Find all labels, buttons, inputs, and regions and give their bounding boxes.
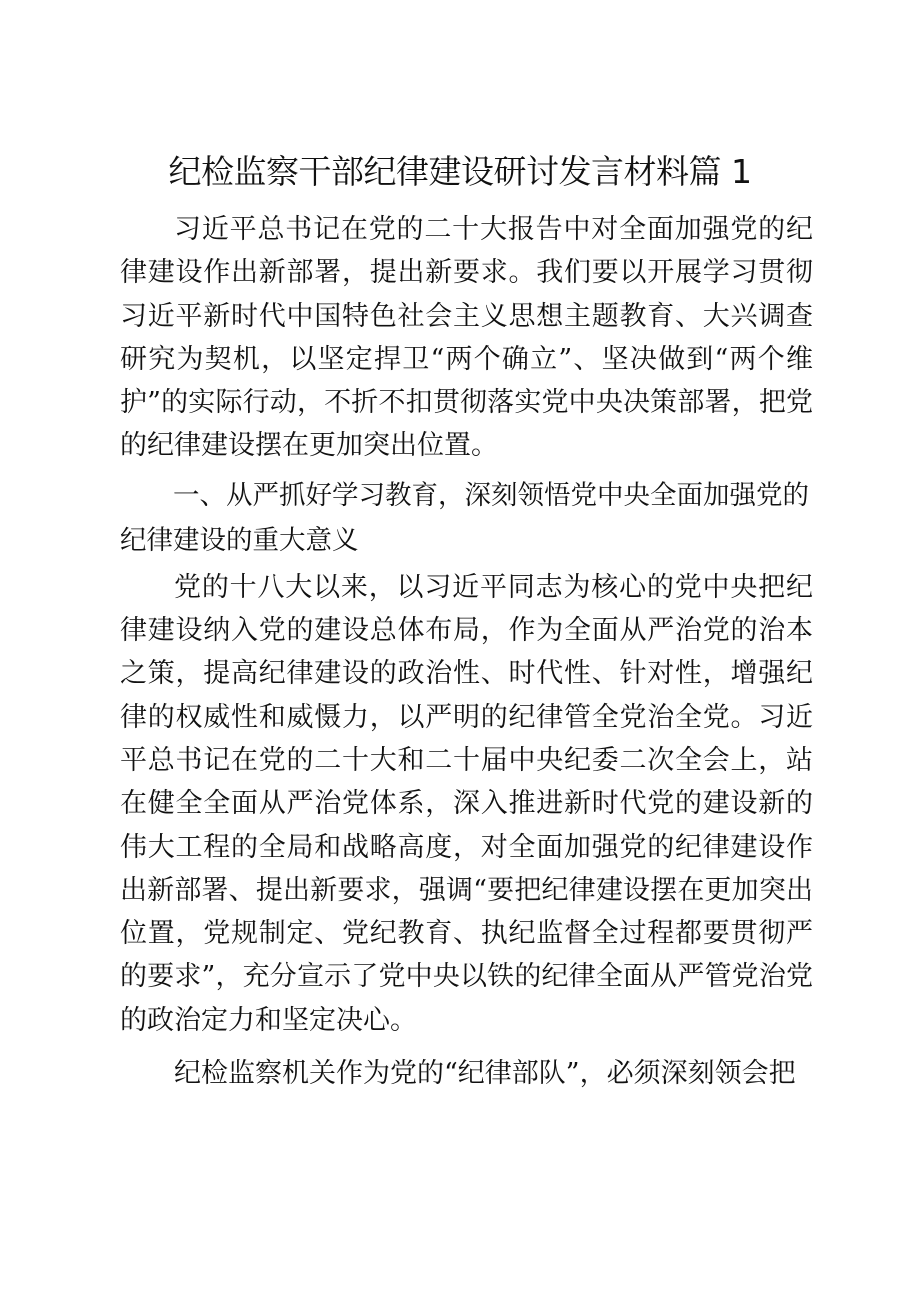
intro-paragraph: 习近平总书记在党的二十大报告中对全面加强党的纪律建设作出新部署，提出新要求。我们要以开展学习贯彻习近平新时代中国特色社会主义思想主题教育、大兴调查研究为契机，以坚定捍卫“两个确立”、坚决做到“两个维护”的实际行动，不折不扣贯彻落实党中央决策部署，把党的纪律建设摆在更加突出位置。 [120,214,813,462]
section-1-paragraph-2: 纪检监察机关作为党的“纪律部队”，必须深刻领会把 [174,1058,796,1090]
section-heading-1: 一、从严抓好学习教育，深刻领悟党中央全面加强党的纪律建设的重大意义 [120,479,809,556]
section-1-paragraph-1: 党的十八大以来，以习近平同志为核心的党中央把纪律建设纳入党的建设总体布局，作为全面从严治党的治本之策，提高纪律建设的政治性、时代性、针对性，增强纪律的权威性和威慑力，以严明的纪律管全党治全党。习近平总书记在党的二十大和二十届中央纪委二次全会上，站在健全全面从严治党体系，深入推进新时代党的建设新的伟大工程的全局和战略高度，对全面加强党的纪律建设作出新部署、提出新要求，强调“要把纪律建设摆在更加突出位置，党规制定、党纪教育、执纪监督全过程都要贯彻严的要求”，充分宣示了党中央以铁的纪律全面从严管党治党的政治定力和坚定决心。 [120,571,813,1036]
document-body [120,208,813,1095]
document-title: 纪检监察干部纪律建设研讨发言材料篇 1 [168,152,752,191]
